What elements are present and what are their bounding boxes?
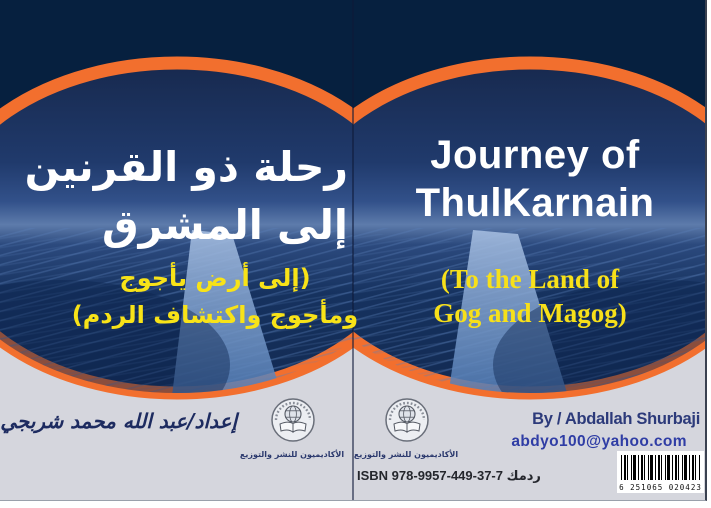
publisher-name-right: الأكاديميون للنشر والتوزيع [353, 450, 459, 459]
author-email: abdyo100@yahoo.com [511, 433, 687, 450]
isbn-number: ISBN 978-9957-449-37-7 [357, 468, 503, 483]
isbn-label-arabic: ردمك [506, 469, 541, 484]
author-byline: By / Abdallah Shurbaji [532, 410, 700, 428]
open-book-icon [394, 422, 420, 432]
spine-fold-line [352, 0, 354, 500]
publisher-logo-icon [270, 397, 316, 443]
front-title-line-2: ThulKarnain [415, 181, 655, 225]
barcode-bars [621, 455, 700, 480]
publisher-logo-icon [384, 397, 430, 443]
back-subtitle-line-1: (إلى أرض يأجوج [119, 264, 311, 292]
author-credit-arabic: إعداد/عبد الله محمد شربجي [0, 409, 237, 433]
globe-icon [399, 406, 415, 422]
isbn-line [357, 468, 541, 485]
back-cover-subtitle [70, 260, 360, 334]
globe-icon [285, 406, 301, 422]
barcode-digits: 6 251065 020423 [619, 483, 702, 492]
back-subtitle-line-2: ومأجوج واكتشاف الردم) [71, 301, 359, 329]
front-subtitle-line-1: (To the Land of [440, 264, 620, 294]
publisher-name-left: الأكاديميون للنشر والتوزيع [239, 450, 345, 459]
open-book-icon [280, 422, 306, 432]
back-title-line-2: إلى المشرق [101, 201, 348, 249]
barcode [617, 451, 704, 493]
back-cover-title [24, 138, 348, 254]
front-cover-subtitle [385, 262, 675, 330]
front-title-line-1: Journey of [430, 133, 640, 177]
front-subtitle-line-2: Gog and Magog) [433, 298, 627, 328]
front-cover-title [380, 131, 690, 227]
back-title-line-1: رحلة ذو القرنين [24, 143, 348, 191]
